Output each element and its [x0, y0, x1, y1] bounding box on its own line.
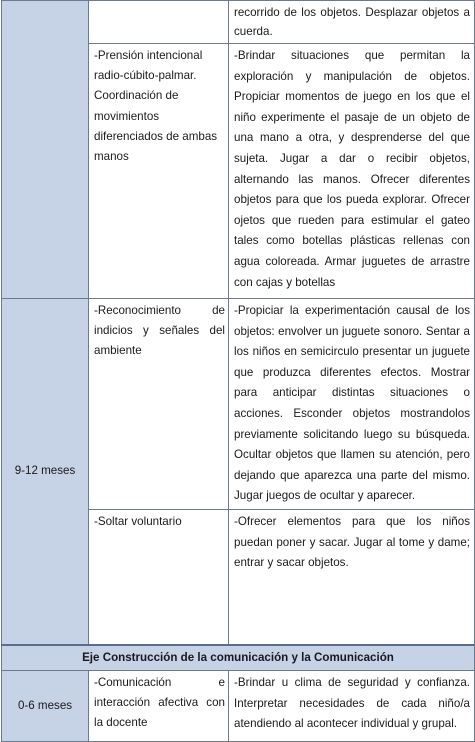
activity-text: -Propiciar la experimentación causal de los objetos: envolver un juguete sonoro. Sentar a los niños en semicirculo presentar un juguete que produzca diferentes efectos. Mostrar para anticipar distintas situaciones o acciones. Esconder objetos mostrandolos previamente solicitando luego su búsqueda. Ocultar objetos que llamen su atención, pero dejando que aparezca una parte del mismo. Jugar juegos de ocultar y aparecer.	[234, 304, 470, 503]
axis-title: Eje Construcción de la comunicación y la Comunicación	[2, 645, 475, 671]
activity-line: recorrido de los objetos. Desplazar objetos a	[234, 6, 470, 19]
content-cell	[89, 44, 229, 299]
curriculum-table	[1, 0, 475, 742]
content-cell	[89, 670, 229, 741]
activity-cell	[229, 1, 475, 44]
activity-text	[234, 3, 470, 41]
activity-text: -Brindar u clima de seguridad y confianza. Interpretar necesidades de cada niño/a atendiendo al acontecer individual y grupal.	[234, 675, 470, 731]
content-cell	[89, 1, 229, 44]
table-row	[2, 299, 475, 510]
activity-text: -Ofrecer elementos para que los niños puedan poner y sacar. Jugar al tome y dame; entrar y sacar objetos.	[234, 514, 470, 570]
activity-cell	[229, 509, 475, 645]
content-cell	[89, 509, 229, 645]
activity-text: -Brindar situaciones que permitan la exploración y manipulación de objetos. Propiciar momentos de juego en los que el niño experimente el pasaje de un objeto de una mano a otra, y desprenderse del que sujeta. Jugar a dar o recibir objetos, alternando las manos. Ofrecer diferentes objetos para que los pueda explorar. Ofrecer ojetos que rueden para estimular el gateo tales como botellas plásticas rellenas con agua coloreada. Armar juguetes de arrastre con cajas y botellas	[234, 49, 470, 289]
content-text: -Comunicación e interacción afectiva con la docente	[94, 675, 225, 730]
axis-header-row	[2, 645, 475, 671]
activity-cell	[229, 44, 475, 299]
activity-line: cuerda.	[234, 25, 273, 38]
content-text: -Reconocimiento de indicios y señales del ambiente	[94, 304, 225, 358]
content-cell	[89, 299, 229, 510]
activity-cell	[229, 299, 475, 510]
age-cell-0-6	[2, 670, 89, 741]
activity-cell	[229, 670, 475, 741]
age-cell-9-12	[2, 299, 89, 645]
age-label: 0-6 meses	[17, 698, 73, 712]
content-text: -Soltar voluntario	[94, 514, 182, 528]
age-cell-empty	[2, 1, 89, 299]
age-label: 9-12 meses	[14, 464, 76, 478]
table-row	[2, 1, 475, 44]
table-row	[2, 670, 475, 741]
content-text: -Prensión intencional radio-cúbito-palmar. Coordinación de movimientos diferenciados de ambas manos	[94, 49, 218, 164]
